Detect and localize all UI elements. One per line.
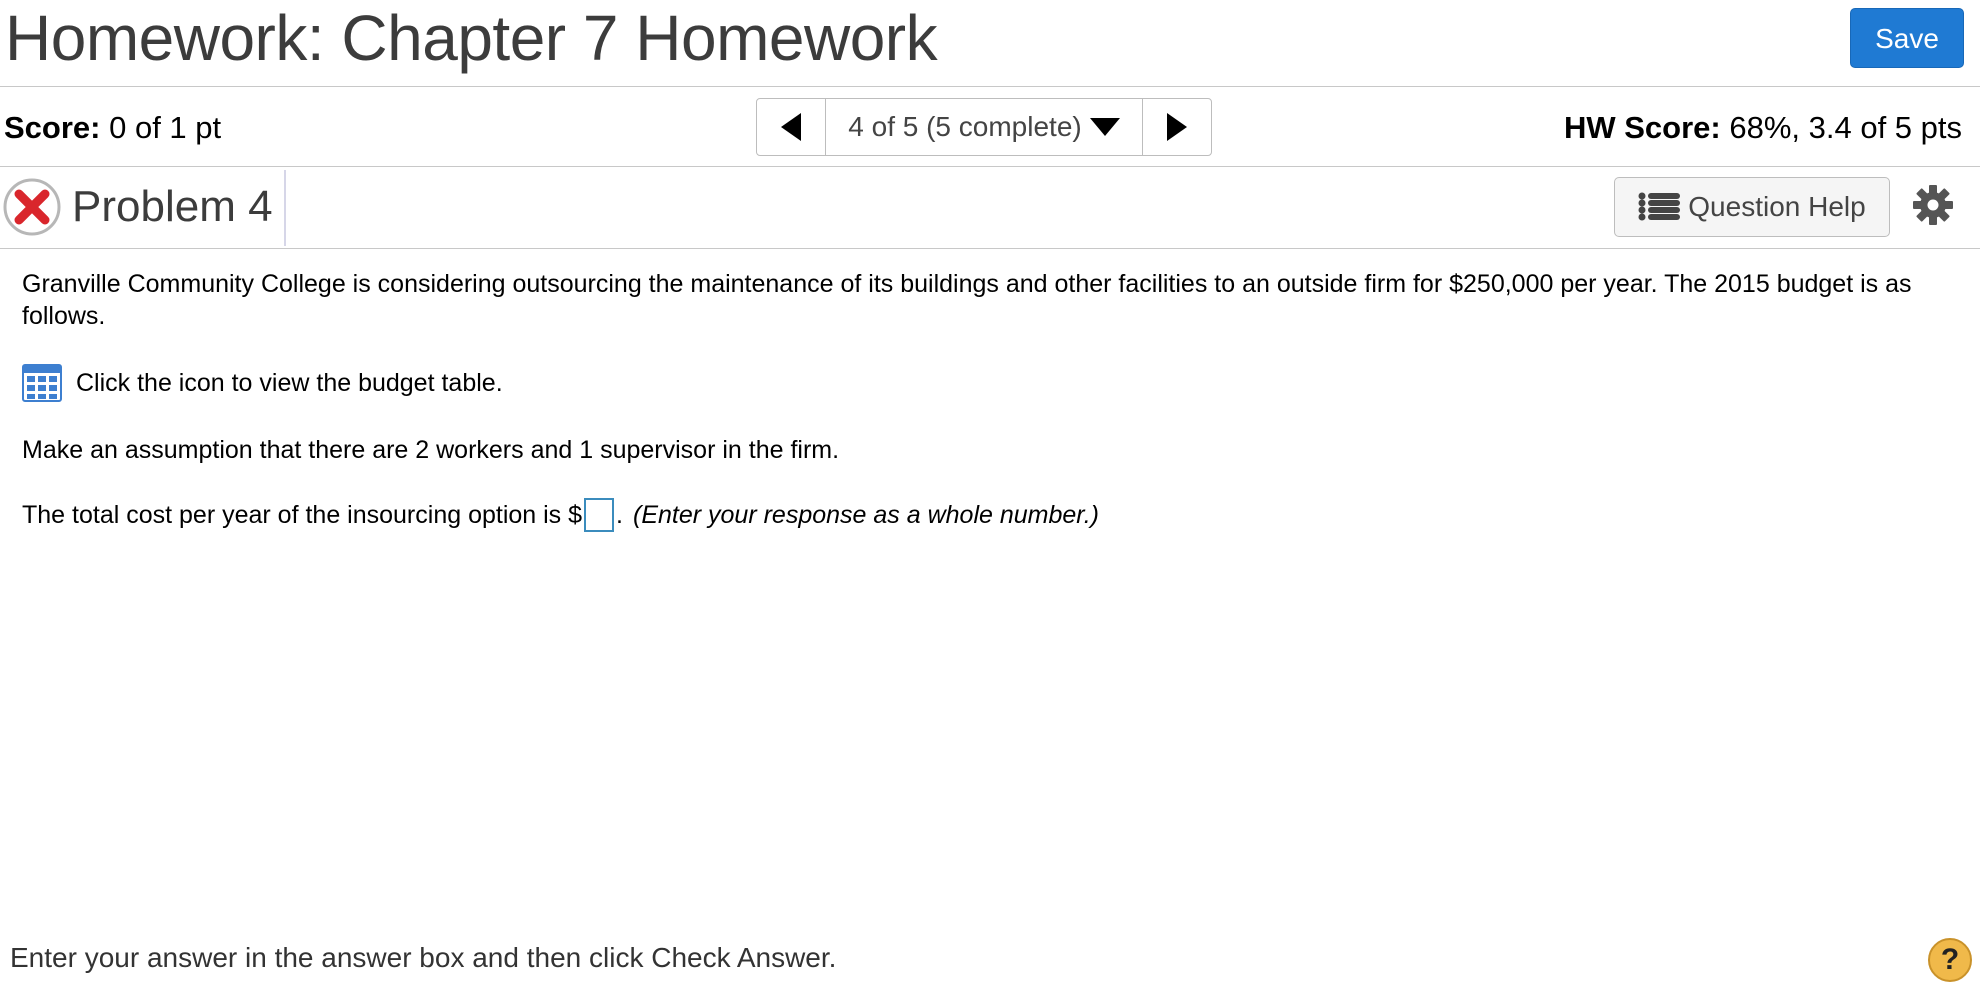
question-content (22, 268, 1952, 529)
incorrect-x-icon (2, 177, 62, 237)
budget-table-link (22, 364, 503, 402)
score-value: 0 of 1 pt (100, 110, 222, 145)
question-selector-dropdown[interactable] (826, 99, 1142, 155)
previous-question-button[interactable] (757, 99, 826, 155)
score-bar (0, 87, 1980, 167)
divider (284, 170, 286, 246)
save-button[interactable]: Save (1850, 8, 1964, 68)
footer-instruction: Enter your answer in the answer box and then click Check Answer. (10, 942, 837, 973)
arrow-right-icon (1167, 113, 1187, 141)
table-icon[interactable] (22, 364, 62, 402)
question-navigator (756, 98, 1212, 156)
question-position: 4 of 5 (5 complete) (848, 111, 1082, 142)
hw-score-label: HW Score: (1563, 110, 1721, 145)
score-label: Score: (4, 110, 101, 145)
question-help-label: Question Help (1688, 191, 1866, 222)
prompt-before: The total cost per year of the insourcing option is $ (22, 501, 583, 529)
question-prompt (22, 498, 1099, 532)
hw-score (1564, 110, 1962, 146)
answer-hint: (Enter your response as a whole number.) (633, 501, 1099, 529)
caret-down-icon (1090, 118, 1120, 136)
header-bar (0, 0, 1980, 87)
question-help-button[interactable] (1614, 177, 1890, 237)
question-intro: Granville Community College is considering outsourcing the maintenance of its buildings and other facilities to an outside firm for $250,000 per year. The 2015 budget is as follows. (22, 270, 1912, 330)
question-assumption: Make an assumption that there are 2 workers and 1 supervisor in the firm. (22, 436, 840, 464)
list-icon (1638, 192, 1682, 222)
hw-score-value: 68%, 3.4 of 5 pts (1720, 110, 1962, 145)
page-title: Homework: Chapter 7 Homework (5, 2, 938, 74)
table-link-text: Click the icon to view the budget table. (76, 369, 503, 397)
score (4, 110, 221, 146)
answer-input[interactable] (584, 498, 614, 532)
help-button[interactable]: ? (1928, 938, 1972, 982)
gear-icon[interactable] (1912, 184, 1954, 226)
problem-title: Problem 4 (72, 182, 273, 231)
prompt-after: . (616, 501, 623, 529)
problem-bar (0, 167, 1980, 249)
next-question-button[interactable] (1142, 99, 1211, 155)
arrow-left-icon (781, 113, 801, 141)
